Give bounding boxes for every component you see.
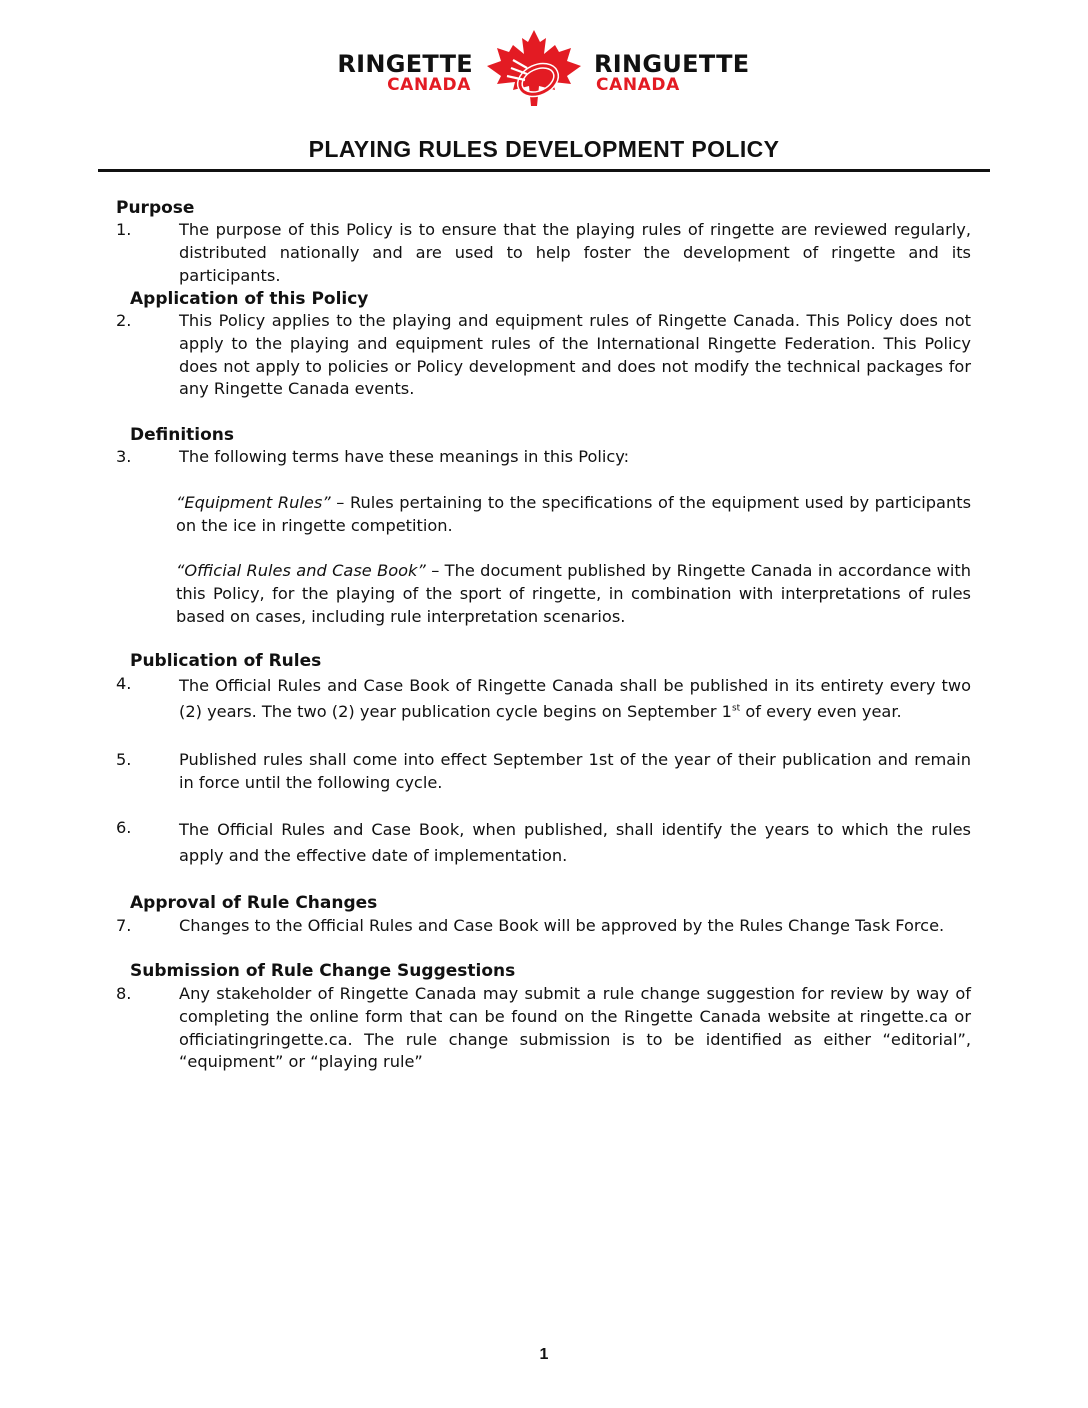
paragraph-7: Changes to the Official Rules and Case Book will be approved by the Rules Change Task Force.	[179, 916, 945, 935]
item-number: 2.	[116, 311, 132, 330]
ringette-canada-logo	[325, 28, 765, 108]
heading-publication: Publication of Rules	[130, 651, 322, 671]
logo-right-sub: CANADA	[596, 75, 680, 95]
paragraph-8: Any stakeholder of Ringette Canada may submit a rule change suggestion for review by way of completing the online form that can be found on the Ringette Canada website at ringette.ca or officiatingringette.ca. The rule change submission is to be identified as either “editorial”, “equipment” or “playing rule”	[179, 984, 971, 1072]
item-number: 1.	[116, 220, 132, 239]
definition-official-rules	[176, 560, 971, 628]
item-number: 3.	[116, 447, 132, 466]
paragraph-4-text: The Official Rules and Case Book of Ringette Canada shall be published in its entirety every two (2) years. The two (2) year publication cycle begins on September 1	[179, 676, 971, 721]
logo-french	[594, 52, 764, 95]
paragraph-5: Published rules shall come into effect September 1st of the year of their publication and remain in force until the following cycle.	[179, 750, 971, 792]
definition-equipment-rules	[176, 492, 971, 538]
paragraph-4	[179, 673, 971, 724]
paragraph-3: The following terms have these meanings in this Policy:	[179, 447, 630, 466]
heading-definitions: Definitions	[130, 425, 235, 445]
paragraph-6: The Official Rules and Case Book, when published, shall identify the years to which the rules apply and the effective date of implementation.	[179, 820, 971, 865]
definition-text: – The document published by Ringette Canada in accordance with this Policy, for the playing of the sport of ringette, in combination with interpretations of rules based on cases, including rule interpretation scenarios.	[176, 561, 972, 626]
heading-submission: Submission of Rule Change Suggestions	[130, 961, 516, 981]
paragraph-1: The purpose of this Policy is to ensure that the playing rules of ringette are reviewed regularly, distributed nationally and are used to help foster the development of ringette and its participants.	[179, 220, 971, 285]
heading-approval: Approval of Rule Changes	[130, 893, 378, 913]
logo-left-word: RINGETTE	[337, 50, 473, 78]
maple-leaf-ring-icon	[483, 28, 585, 108]
definition-term: “Equipment Rules”	[176, 493, 331, 512]
paragraph-4-text-end: of every even year.	[740, 701, 902, 721]
item-number: 8.	[116, 984, 132, 1003]
item-number: 4.	[116, 674, 132, 693]
logo-left-sub: CANADA	[387, 75, 471, 95]
heading-purpose: Purpose	[116, 198, 195, 218]
ordinal-suffix: st	[731, 703, 741, 714]
document-title: PLAYING RULES DEVELOPMENT POLICY	[308, 136, 780, 162]
page-number: 1	[539, 1346, 549, 1363]
definition-text: – Rules pertaining to the specifications of the equipment used by participants on the ice in ringette competition.	[176, 493, 972, 535]
heading-application: Application of this Policy	[130, 289, 369, 309]
definition-term: “Official Rules and Case Book”	[176, 561, 426, 580]
paragraph-2: This Policy applies to the playing and equipment rules of Ringette Canada. This Policy does not apply to the playing and equipment rules of the International Ringette Federation. This Policy does not apply to policies or Policy development and does not modify the technical packages for any Ringette Canada events.	[179, 311, 971, 399]
item-number: 6.	[116, 818, 132, 837]
item-number: 7.	[116, 916, 132, 935]
title-divider	[98, 169, 990, 172]
item-number: 5.	[116, 750, 132, 769]
logo-right-word: RINGUETTE	[594, 50, 750, 78]
logo-english	[325, 52, 473, 95]
